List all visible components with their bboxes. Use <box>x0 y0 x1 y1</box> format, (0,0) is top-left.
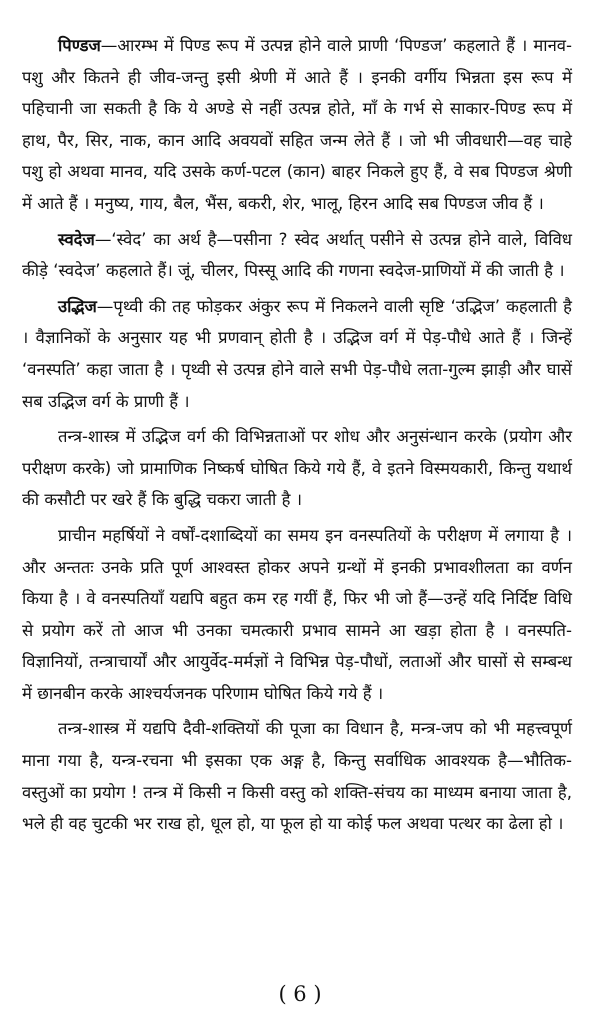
paragraph-material-objects <box>22 713 572 839</box>
paragraph-swedaj <box>22 224 572 287</box>
term-pindaj: पिण्डज <box>58 36 101 55</box>
paragraph-text: तन्त्र-शास्त्र में उद्भिज वर्ग की विभिन्नताओं पर शोध और अनुसंन्धान करके (प्रयोग और परीक्षण करके) जो प्रामाणिक निष्कर्ष घोषित किये गये हैं, वे इतने विस्मयकारी, किन्तु यथार्थ की कसौटी पर खरे हैं कि बुद्धि चकरा जाती है । <box>22 427 572 510</box>
paragraph-udbhij <box>22 291 572 417</box>
term-swedaj: स्वदेज <box>58 229 95 249</box>
paragraph-tantra-research <box>22 421 572 516</box>
paragraph-text: —‘स्वेद’ का अर्थ है—पसीना ? स्वेद अर्थात् पसीने से उत्पन्न होने वाले, विविध कीड़े ‘स्वदेज’ कहलाते हैं। जूं, चीलर, पिस्सू आदि की गणना स्वदेज-प्राणियों में की जाती है । <box>22 229 572 281</box>
paragraph-ancient-sages <box>22 520 572 710</box>
paragraph-text: —पृथ्वी की तह फोड़कर अंकुर रूप में निकलने वाली सृष्टि ‘उद्भिज’ कहलाती है । वैज्ञानिकों के अनुसार यह भी प्रणवान् होती है । उद्भिज वर्ग में पेड़-पौधे आते हैं । जिन्हें ‘वनस्पति’ कहा जाता है । पृथ्वी से उत्पन्न होने वाले सभी पेड़-पौधे लता-गुल्म झाड़ी और घासें सब उद्भिज वर्ग के प्राणी हैं । <box>22 296 572 411</box>
paragraph-text: प्राचीन महर्षियों ने वर्षों-दशाब्दियों का समय इन वनस्पतियों के परीक्षण में लगाया है । और अन्ततः उनके प्रति पूर्ण आश्वस्त होकर अपने ग्रन्थों में इनकी प्रभावशीलता का वर्णन किया है । वे वनस्पतियाँ यद्यपि बहुत कम रह गयीं हैं, फिर भी जो हैं—उन्हें यदि निर्दिष्ट विधि से प्रयोग करें तो आज भी उनका चमत्कारी प्रभाव सामने आ खड़ा होता है । वनस्पति-विज्ञानियों, तन्त्राचार्यों और आयुर्वेद-मर्मज्ञों ने विभिन्न पेड़-पौधों, लताओं और घासों से सम्बन्ध में छानबीन करके आश्चर्यजनक परिणाम घोषित किये गये हैं । <box>22 525 572 703</box>
paragraph-text: —आरम्भ में पिण्ड रूप में उत्पन्न होने वाले प्राणी ‘पिण्डज’ कहलाते हैं । मानव-पशु और कितने ही जीव-जन्तु इसी श्रेणी में आते हैं । इनकी वर्गीय भिन्नता इस रूप में पहिचानी जा सकती है कि ये अण्डे से नहीं उत्पन्न होते, माँ के गर्भ से साकार-पिण्ड रूप में हाथ, पैर, सिर, नाक, कान आदि अवयवों सहित जन्म लेते हैं । जो भी जीवधारी—वह चाहे पशु हो अथवा मानव, यदि उसके कर्ण-पटल (कान) बाहर निकले हुए हैं, वे सब पिण्डज श्रेणी में आते हैं । मनुष्य, गाय, बैल, भैंस, बकरी, शेर, भालू, हिरन आदि सब पिण्डज जीव हैं । <box>22 36 572 213</box>
page-number: ( 6 ) <box>278 982 322 1006</box>
paragraph-text: तन्त्र-शास्त्र में यद्यपि दैवी-शक्तियों की पूजा का विधान है, मन्त्र-जप को भी महत्त्वपूर्ण माना गया है, यन्त्र-रचना भी इसका एक अङ्ग है, किन्तु सर्वाधिक आवश्यक है—भौतिक-वस्तुओं का प्रयोग ! तन्त्र में किसी न किसी वस्तु को शक्ति-संचय का माध्यम बनाया जाता है, भले ही वह चुटकी भर राख हो, धूल हो, या फूल हो या कोई फल अथवा पत्थर का ढेला हो । <box>22 719 572 834</box>
term-udbhij: उद्भिज <box>58 296 97 316</box>
paragraph-pindaj <box>22 30 572 220</box>
